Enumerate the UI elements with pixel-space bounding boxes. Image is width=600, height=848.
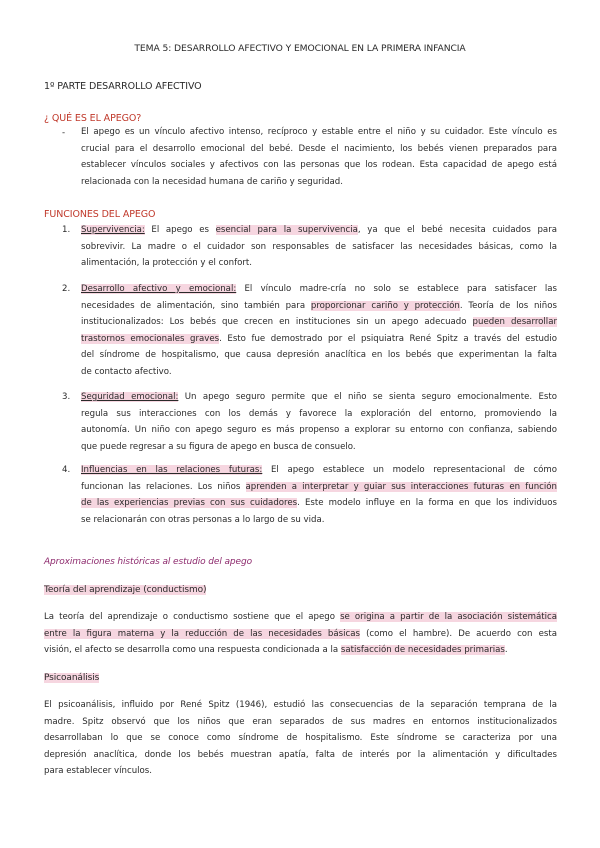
- text-line: del síndrome de hospitalismo, que causa depresión anaclítica en los bebés que experimentan la falta: [81, 350, 557, 360]
- text-line: madre. Spitz observó que los niños que eran separados de sus madres en entornos institucionalizados: [44, 716, 557, 727]
- text-line: regula sus interacciones con los demás y favorece la exploración del entorno, promoviendo la: [81, 408, 557, 419]
- section-heading-aproximaciones: Aproximaciones históricas al estudio del apego: [44, 557, 252, 567]
- subheading-conductismo: [44, 584, 206, 597]
- text-span: institucionalizados: Los bebés que crecen en instituciones sin un apego adecuado: [81, 317, 473, 327]
- list-number: 1.: [62, 225, 71, 235]
- apego-paragraph: [81, 124, 557, 190]
- text-line: desarrollaban lo que se conoce como síndrome de hospitalismo. Este síndrome se caracteriza por una: [44, 733, 557, 743]
- psicoanalisis-paragraph: [44, 697, 557, 780]
- text-span: funcionan las relaciones. Los niños: [81, 481, 246, 492]
- text-line: El psicoanálisis, influido por René Spitz (1946), estudió las consecuencias de la separación temprana de la: [44, 700, 557, 710]
- text-span: El apego es: [144, 225, 216, 235]
- text-span: necesidades de alimentación, sino también para: [81, 300, 311, 311]
- list-number: 4.: [62, 465, 71, 475]
- section-heading-funciones: FUNCIONES DEL APEGO: [44, 209, 156, 220]
- text-span: . Este modelo influye en la forma en que los individuos: [297, 498, 557, 508]
- highlight: Psicoanálisis: [44, 673, 100, 683]
- highlight: Teoría del aprendizaje (conductismo): [44, 585, 207, 595]
- text-line: se relacionarán con otras personas a lo largo de su vida.: [81, 514, 325, 525]
- text-span: El vínculo madre-cría no solo se establece para satisfacer las: [236, 284, 558, 294]
- section-heading-apego: ¿ QUÉ ES EL APEGO?: [44, 113, 142, 124]
- text-span: . Teoría de los niños: [459, 300, 557, 311]
- text-span: El apego establece un modelo representacional de cómo: [262, 465, 557, 475]
- text-span: Un apego seguro permite que el niño se sienta seguro emocionalmente. Esto: [178, 392, 557, 402]
- text-line: alimentación, la protección y el confort.: [81, 258, 253, 268]
- text-line: establecer vínculos sociales y afectivos con las personas que los rodean. Esta capacidad de apego está: [81, 160, 557, 170]
- part-heading: 1º PARTE DESARROLLO AFECTIVO: [44, 81, 202, 92]
- text-span: La teoría del aprendizaje o conductismo sostiene que el apego: [44, 612, 341, 622]
- document-title: TEMA 5: DESARROLLO AFECTIVO Y EMOCIONAL EN LA PRIMERA INFANCIA: [134, 43, 466, 54]
- text-line: El apego es un vínculo afectivo intenso, recíproco y estable entre el niño y su cuidador. Este vínculo es: [81, 127, 557, 137]
- item-label: Supervivencia:: [81, 225, 145, 235]
- list-item: [81, 281, 557, 380]
- highlight: entre la figura materna y la reducción de las necesidades básicas: [44, 628, 360, 639]
- text-line: relacionada con la necesidad humana de cariño y seguridad.: [81, 176, 343, 187]
- highlight: satisfacción de necesidades primarias: [340, 645, 505, 655]
- conductismo-paragraph: [44, 609, 557, 659]
- highlight: proporcionar cariño y protección: [310, 300, 460, 311]
- text-line: de contacto afectivo.: [81, 366, 172, 377]
- list-number: 2.: [62, 284, 71, 294]
- highlight: trastornos emocionales graves: [81, 333, 220, 344]
- text-line: que puede regresar a su figura de apego en busca de consuelo.: [81, 441, 356, 452]
- text-line: autonomía. Un niño con apego seguro es más propenso a explorar su entorno con confianza, sabiendo: [81, 425, 557, 435]
- text-line: sobrevivir. La madre o el cuidador son responsables de satisfacer las necesidades básicas, como la: [81, 241, 557, 252]
- list-number: 3.: [62, 392, 71, 402]
- text-span: .: [504, 645, 508, 655]
- list-item: [81, 389, 557, 455]
- text-span: , ya que el bebé necesita cuidados para: [357, 225, 558, 235]
- highlight: se origina a partir de la asociación sistemática: [340, 612, 557, 622]
- highlight: aprenden a interpretar y guiar sus interacciones futuras en función: [245, 481, 557, 492]
- text-line: para establecer vínculos.: [44, 766, 153, 776]
- item-label: Seguridad emocional:: [81, 392, 179, 402]
- item-label: Desarrollo afectivo y emocional:: [81, 284, 237, 294]
- text-span: . Esto fue demostrado por el psiquiatra René Spitz a través del estudio: [219, 333, 557, 344]
- highlight: de las experiencias previas con sus cuidadores: [81, 498, 298, 508]
- highlight: pueden desarrollar: [472, 317, 557, 327]
- text-line: depresión anaclítica, donde los bebés muestran apatía, falta de interés por la alimentación y dificultades: [44, 749, 557, 760]
- text-span: visión, el afecto se desarrolla como una respuesta condicionada a la: [44, 645, 341, 655]
- list-item: [81, 222, 557, 272]
- bullet-dash: -: [62, 128, 66, 138]
- list-item: [81, 462, 557, 528]
- text-span: (como el hambre). De acuerdo con esta: [359, 628, 557, 639]
- text-line: crucial para el desarrollo emocional del bebé. Desde el nacimiento, los bebés vienen preparados para: [81, 143, 557, 154]
- highlight: esencial para la supervivencia: [215, 225, 358, 235]
- item-label: Influencias en las relaciones futuras:: [81, 465, 263, 475]
- subheading-psicoanalisis: [44, 672, 99, 685]
